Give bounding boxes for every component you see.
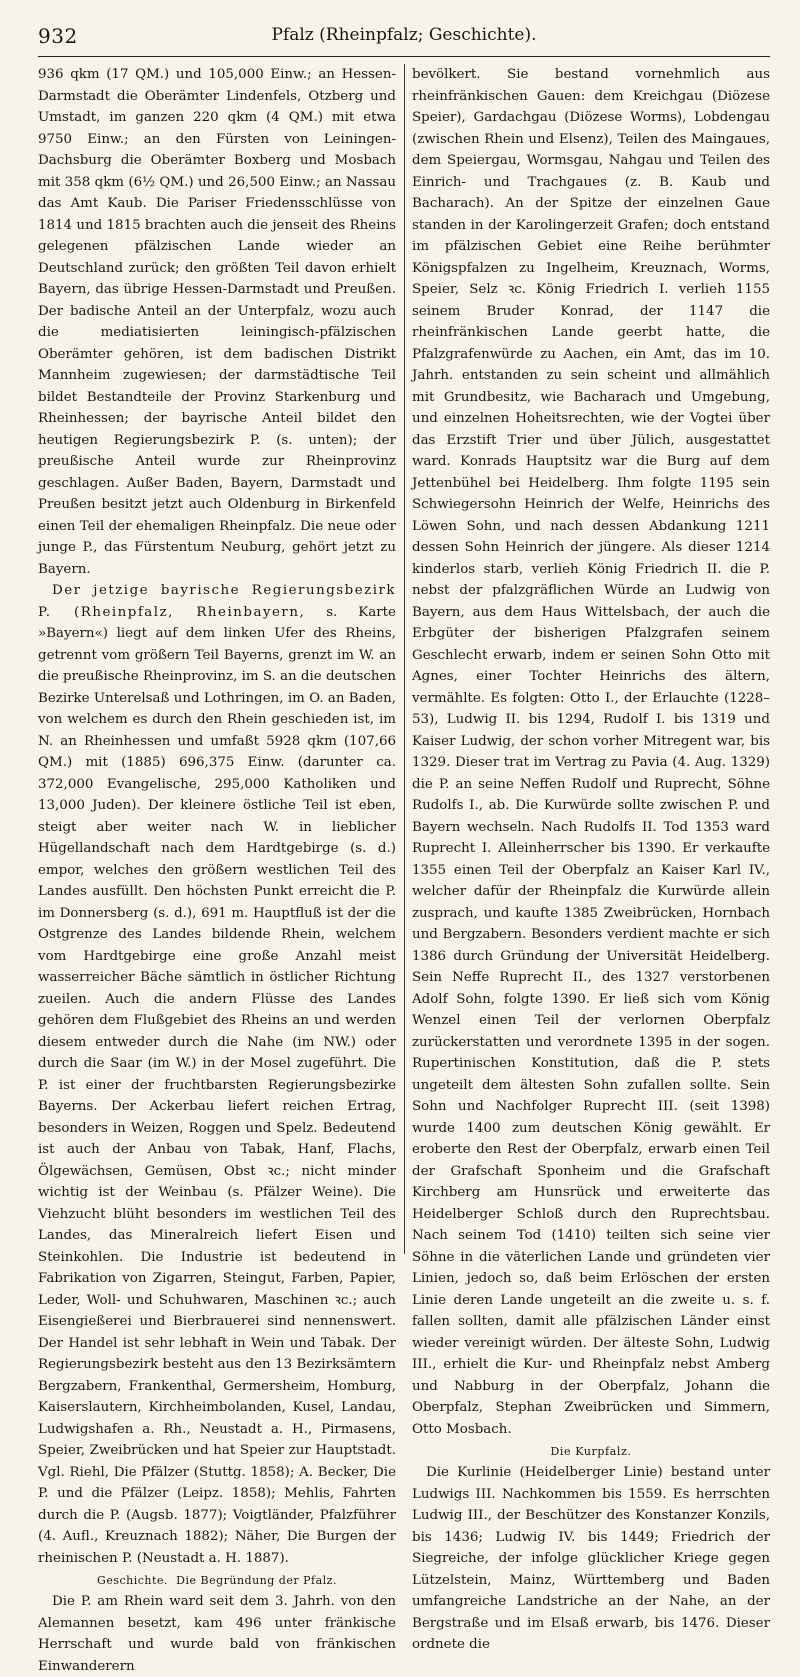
left-column: [38, 64, 396, 1674]
section-label: Geschichte.: [97, 1574, 168, 1587]
section-heading-geschichte: [38, 1571, 396, 1590]
right-column: [412, 64, 770, 1652]
left-paragraph-2-text: s. Karte »Bayern«) liegt auf dem linken Ufer des Rheins, getrennt vom größern Teil Bayerns, grenzt im W. an die preußische Rheinprovinz, im S. an die deutschen Bezirke Unterelsaß und Lothringen, im O. an Baden, von welchem es durch den Rhein geschieden ist, im N. an Rheinhessen und umfaßt 5928 qkm (107,66 QM.) mit (1885) 696,375 Einw. (darunter ca. 372,000 Evangelische, 295,000 Katholiken und 13,000 Juden). Der kleinere östliche Teil ist eben, steigt aber weiter nach W. in lieblicher Hügellandschaft nach dem Hardtgebirge (s. d.) empor, welches den größern westlichen Teil des Landes ausfüllt. Den höchsten Punkt erreicht die P. im Donnersberg (s. d.), 691 m. Hauptfluß ist der die Ostgrenze des Landes bildende Rhein, welchem vom Hardtgebirge eine große Anzahl meist wasserreicher Bäche sämtlich in östlicher Richtung zueilen. Auch die andern Flüsse des Landes gehören dem Flußgebiet des Rheins an und werden diesem entweder durch die Nahe (im NW.) oder durch die Saar (im W.) in der Mosel zugeführt. Die P. ist einer der fruchtbarsten Regierungsbezirke Bayerns. Der Ackerbau liefert reichen Ertrag, besonders in Weizen, Roggen und Spelz. Bedeutend ist auch der Anbau von Tabak, Hanf, Flachs, Ölgewächsen, Gemüsen, Obst ꝛc.; nicht minder wichtig ist der Weinbau (s. Pfälzer Weine). Die Viehzucht blüht besonders im westlichen Teil des Landes, das Mineralreich liefert Eisen und Steinkohlen. Die Industrie ist bedeutend in Fabrikation von Zigarren, Steingut, Farben, Papier, Leder, Woll- und Schuhwaren, Maschinen ꝛc.; auch Eisengießerei und Bierbrauerei sind nennenswert. Der Handel ist sehr lebhaft in Wein und Tabak. Der Regierungsbezirk besteht aus den 13 Bezirksämtern Bergzabern, Frankenthal, Germersheim, Homburg, Kaiserslautern, Kirchheimbolanden, Kusel, Landau, Ludwigshafen a. Rh., Neustadt a. H., Pirmasens, Speier, Zweibrücken und hat Speier zur Hauptstadt. Vgl. Riehl, Die Pfälzer (Stuttg. 1858); A. Becker, Die P. und die Pfälzer (Leipz. 1858); Mehlis, Fahrten durch die P. (Augsb. 1877); Voigtländer, Pfalzführer (4. Aufl., Kreuznach 1882); Näher, Die Burgen der rheinischen P. (Neustadt a. H. 1887).: [38, 604, 396, 1566]
left-paragraph-3: Die P. am Rhein ward seit dem 3. Jahrh. von den Alemannen besetzt, kam 496 unter fränkische Herrschaft und wurde bald von fränkischen Einwanderern: [38, 1594, 396, 1674]
left-paragraph-2: [38, 580, 396, 1569]
column-divider: [404, 64, 405, 1254]
section-subtitle: Die Begründung der Pfalz.: [176, 1574, 337, 1587]
page-number: 932: [38, 24, 78, 48]
page: [38, 20, 770, 1674]
left-paragraph-1: 936 qkm (17 QM.) und 105,000 Einw.; an Hessen-Darmstadt die Oberämter Lindenfels, Otzberg und Umstadt, im ganzen 220 qkm (4 QM.) mit etwa 9750 Einw.; an den Fürsten von Leiningen-Dachsburg die Oberämter Boxberg und Mosbach mit 358 qkm (6½ QM.) und 26,500 Einw.; an Nassau das Amt Kaub. Die Pariser Friedensschlüsse von 1814 und 1815 brachten auch die jenseit des Rheins gelegenen pfälzischen Lande wieder an Deutschland zurück; den größten Teil davon erhielt Bayern, das übrige Hessen-Darmstadt und Preußen. Der badische Anteil an der Unterpfalz, wozu auch die mediatisierten leiningisch-pfälzischen Oberämter gehören, ist dem badischen Distrikt Mannheim zugewiesen; der darmstädtische Teil bildet Bestandteile der Provinz Starkenburg und Rheinhessen; der bayrische Anteil bildet den heutigen Regierungsbezirk P. (s. unten); der preußische Anteil wurde zur Rheinprovinz geschlagen. Außer Baden, Bayern, Darmstadt und Preußen besitzt jetzt auch Oldenburg in Birkenfeld einen Teil der ehemaligen Rheinpfalz. Die neue oder junge P., das Fürstentum Neuburg, gehört jetzt zu Bayern.: [38, 67, 396, 577]
right-paragraph-1: bevölkert. Sie bestand vornehmlich aus rheinfränkischen Gauen: dem Kreichgau (Diözese Speier), Gardachgau (Diözese Worms), Lobdengau (zwischen Rhein und Elsenz), Teilen des Maingaues, dem Speiergau, Wormsgau, Nahgau und Teilen des Einrich- und Trachgaues (z. B. Kaub und Bacharach). An der Spitze der einzelnen Gaue standen in der Karolingerzeit Grafen; doch entstand im pfälzischen Gebiet eine Reihe berühmter Königspfalzen zu Ingelheim, Kreuznach, Worms, Speier, Selz ꝛc. König Friedrich I. verlieh 1155 seinem Bruder Konrad, der 1147 die rheinfränkischen Lande geerbt hatte, die Pfalzgrafenwürde zu Aachen, ein Amt, das im 10. Jahrh. entstanden zu sein scheint und allmählich mit Grundbesitz, wie Bacharach und Umgebung, und einzelnen Hoheitsrechten, wie der Vogtei über das Erzstift Trier und über Jülich, ausgestattet ward. Konrads Hauptsitz war die Burg auf dem Jettenbühel bei Heidelberg. Ihm folgte 1195 sein Schwiegersohn Heinrich der Welfe, Heinrichs des Löwen Sohn, und nach dessen Abdankung 1211 dessen Sohn Heinrich der jüngere. Als dieser 1214 kinderlos starb, verlieh König Friedrich II. die P. nebst der pfalzgräflichen Würde an Ludwig von Bayern, aus dem Haus Wittelsbach, der auch die Erbgüter der bisherigen Pfalzgrafen seinem Geschlecht erwarb, indem er seinen Sohn Otto mit Agnes, einer Tochter Heinrichs des ältern, vermählte. Es folgten: Otto I., der Erlauchte (1228–53), Ludwig II. bis 1294, Rudolf I. bis 1319 und Kaiser Ludwig, der schon vorher Mitregent war, bis 1329. Dieser trat im Vertrag zu Pavia (4. Aug. 1329) die P. an seine Neffen Rudolf und Ruprecht, Söhne Rudolfs I., ab. Die Kurwürde sollte zwischen P. und Bayern wechseln. Nach Rudolfs II. Tod 1353 ward Ruprecht I. Alleinherrscher bis 1390. Er verkaufte 1355 einen Teil der Oberpfalz an Kaiser Karl IV., welcher dafür der Rheinpfalz die Kurwürde allein zusprach, und kaufte 1385 Zweibrücken, Hornbach und Bergzabern. Besonders verdient machte er sich 1386 durch Gründung der Universität Heidelberg. Sein Neffe Ruprecht II., des 1327 verstorbenen Adolf Sohn, folgte 1390. Er ließ sich vom König Wenzel einen Teil der verlornen Oberpfalz zurückerstatten und verordnete 1395 in der sogen. Rupertinischen Konstitution, daß die P. stets ungeteilt dem ältesten Sohn zufallen sollte. Sein Sohn und Nachfolger Ruprecht III. (seit 1398) wurde 1400 zum deutschen König gewählt. Er eroberte den Rest der Oberpfalz, erwarb einen Teil der Grafschaft Sponheim und die Grafschaft Kirchberg am Hunsrück und erweiterte das Heidelberger Schloß durch den Ruprechtsbau. Nach seinem Tod (1410) teilten sich seine vier Söhne in die väterlichen Lande und gründeten vier Linien, jedoch so, daß beim Erlöschen der ersten Linie deren Lande ungeteilt an die zweite u. s. f. fallen sollten, damit alle pfälzischen Länder einst wieder vereinigt würden. Der älteste Sohn, Ludwig III., erhielt die Kur- und Rheinpfalz nebst Amberg und Nabburg in der Oberpfalz, Johann die Oberpfalz, Stephan Zweibrücken und Simmern, Otto Mosbach.: [412, 67, 770, 1437]
regierungsbezirk-term: Der jetzige bayrische Regierungsbezirk P. (Rheinpfalz, Rheinbayern,: [38, 583, 396, 620]
text-columns: [38, 64, 770, 1674]
right-paragraph-2: Die Kurlinie (Heidelberger Linie) bestand unter Ludwigs III. Nachkommen bis 1559. Es herrschten Ludwig III., der Beschützer des Konstanzer Konzils, bis 1436; Ludwig IV. bis 1449; Friedrich der Siegreiche, der infolge glücklicher Kriege gegen Lützelstein, Mainz, Württemberg und Baden umfangreiche Landstriche an der Nahe, an der Bergstraße und im Elsaß erwarb, bis 1476. Dieser ordnete die: [412, 1465, 770, 1652]
section-heading-kurpfalz: Die Kurpfalz.: [550, 1445, 632, 1458]
page-header: [38, 20, 770, 57]
running-title: Pfalz (Rheinpfalz; Geschichte).: [271, 25, 537, 45]
